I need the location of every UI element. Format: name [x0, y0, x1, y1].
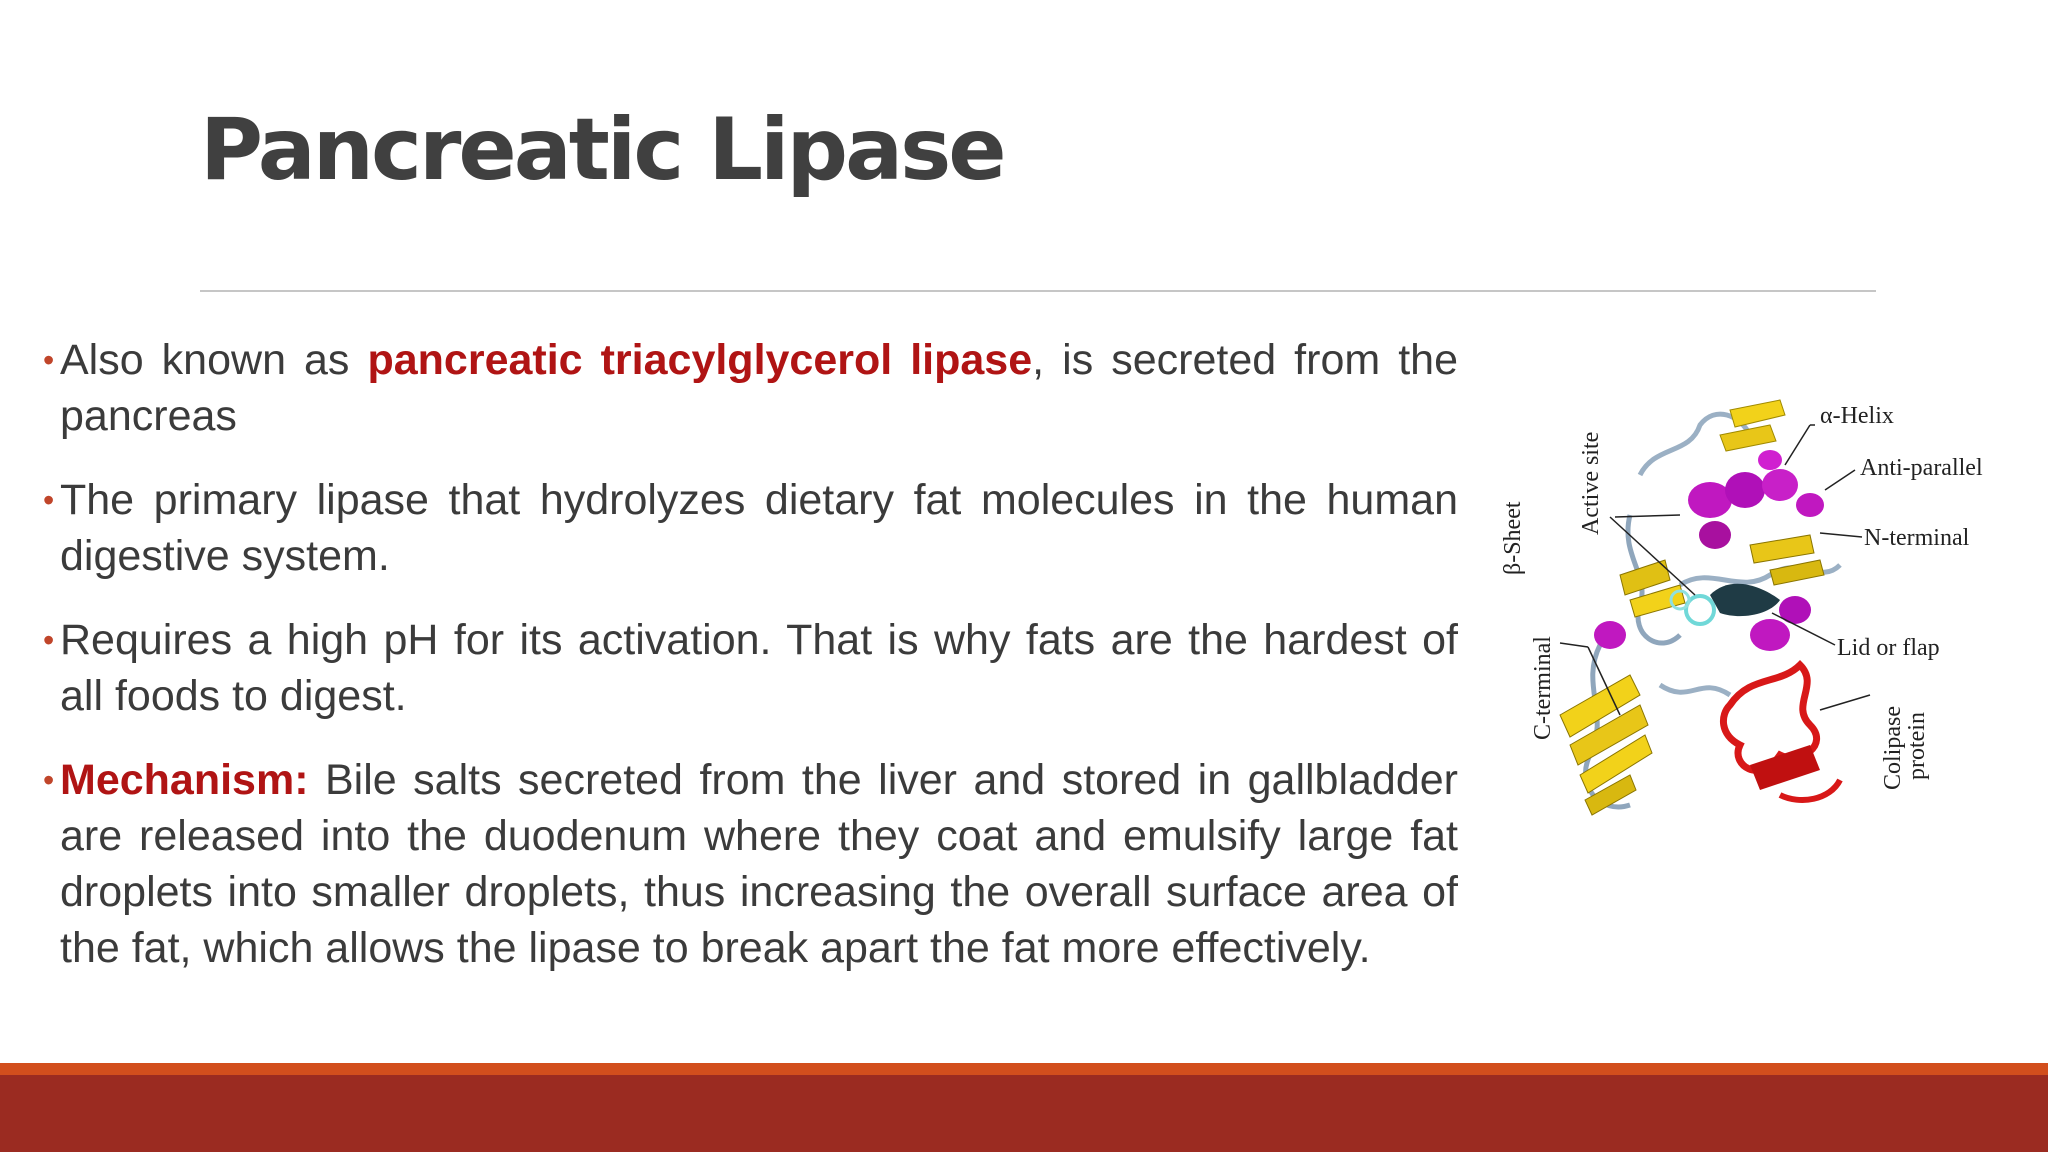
bullet-dot-icon: •	[43, 342, 55, 378]
bullet-dot-icon: •	[43, 482, 55, 518]
bullet-label: Mechanism:	[60, 756, 309, 804]
label-colipase-line2: protein	[1904, 712, 1930, 780]
label-alpha-helix: α-Helix	[1820, 403, 1894, 429]
bullet-highlight: pancreatic triacylglycerol lipase	[367, 336, 1033, 384]
label-n-terminal: N-terminal	[1864, 525, 1970, 551]
bullet-text: The primary lipase that hydrolyzes dietary fat molecules in the human digestive system.	[60, 476, 1458, 580]
label-c-terminal: C-terminal	[1530, 636, 1556, 740]
bullet-item	[40, 332, 1458, 444]
label-beta-sheet: β-Sheet	[1500, 501, 1526, 575]
title-divider	[200, 290, 1876, 292]
footer-bar	[0, 1075, 2048, 1152]
lipase-structure-figure	[1480, 385, 2040, 855]
label-lid-or-flap: Lid or flap	[1837, 635, 1940, 661]
bullet-dot-icon: •	[43, 762, 55, 798]
label-anti-parallel: Anti-parallel	[1860, 455, 1983, 481]
bullet-text: Also known as	[60, 336, 368, 384]
footer-accent-line	[0, 1063, 2048, 1075]
bullet-text: Requires a high pH for its activation. That is why fats are the hardest of all foods to digest.	[60, 616, 1458, 720]
bullet-list	[40, 332, 1458, 1004]
bullet-item	[40, 472, 1458, 584]
bullet-item	[40, 752, 1458, 976]
slide-title: Pancreatic Lipase	[200, 100, 1004, 200]
label-colipase-line1: Colipase	[1880, 706, 1906, 790]
bullet-item	[40, 612, 1458, 724]
bullet-dot-icon: •	[43, 622, 55, 658]
bullet-text: , is secreted from the pancreas	[60, 336, 1458, 440]
label-active-site: Active site	[1578, 431, 1604, 535]
bullet-text: Bile salts secreted from the liver and stored in gallbladder are released into the duodenum where they coat and emulsify large fat droplets into smaller droplets, thus increasing the overall surface area of the fat, which allows the lipase to break apart the fat more effectively.	[60, 756, 1458, 972]
